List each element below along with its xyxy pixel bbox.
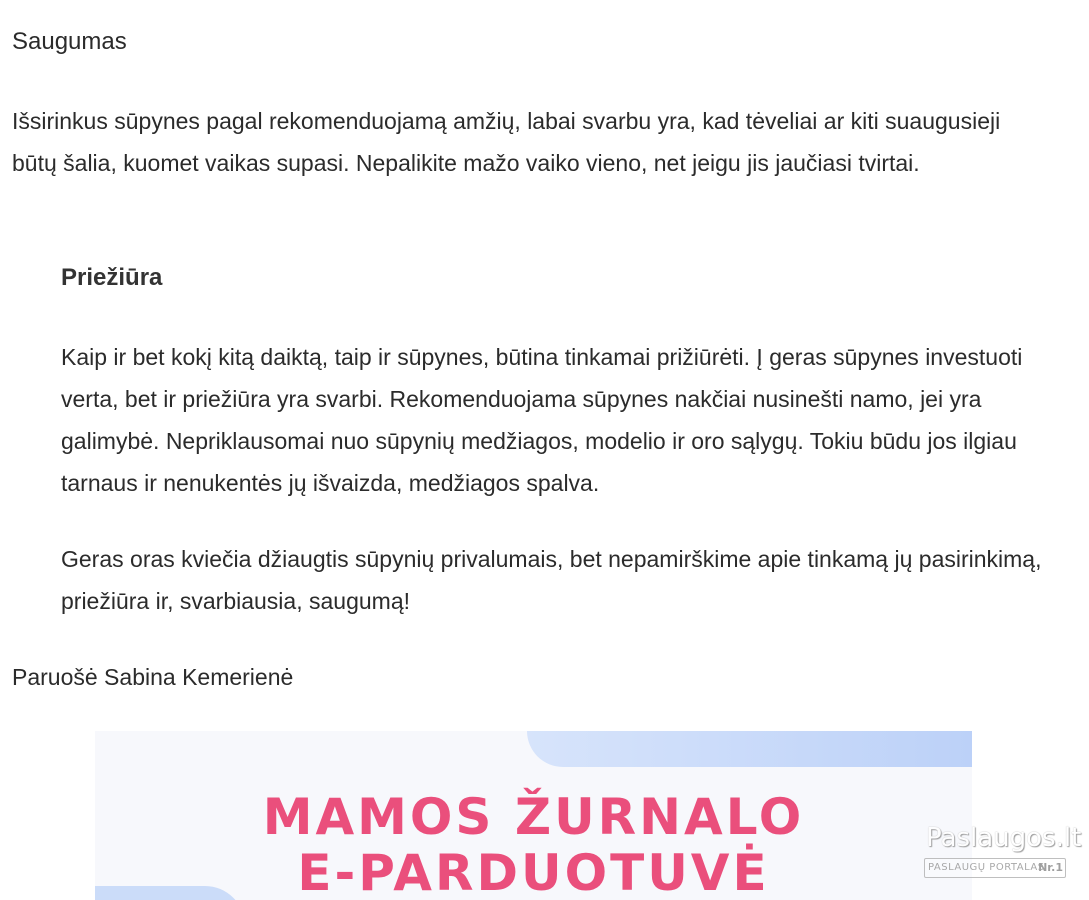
banner-title-line-1: MAMOS ŽURNALO xyxy=(262,788,805,846)
care-paragraph: Kaip ir bet kokį kitą daiktą, taip ir sūpynes, būtina tinkamai prižiūrėti. Į geras sūpynes investuoti verta, bet ir priežiūra yra svarbi. Rekomenduojama sūpynes nakčiai nusinešti namo, jei yra galimybė. Nepriklausomai nuo sūpynių medžiagos, modelio ir oro sąlygų. Tokiu būdu jos ilgiau tarnaus ir nenukentės jų išvaizda, medžiagos spalva. xyxy=(61,344,1023,496)
watermark-subtitle: PASLAUGŲ PORTALAS xyxy=(928,862,1045,873)
author-credit: Paruošė Sabina Kemerienė xyxy=(12,664,294,690)
banner-title-line-2: E-PARDUOTUVĖ xyxy=(297,844,770,900)
conclusion-paragraph: Geras oras kviečia džiaugtis sūpynių privalumais, bet nepamirškime apie tinkamą jų pasirinkimą, priežiūra ir, svarbiausia, saugumą! xyxy=(61,546,1042,614)
banner-decoration-top xyxy=(527,731,972,767)
watermark-badge: Nr.1 xyxy=(1038,861,1063,874)
section-heading-safety: Saugumas xyxy=(12,28,127,55)
watermark-logo xyxy=(924,822,1082,882)
safety-paragraph: Išsirinkus sūpynes pagal rekomenduojamą amžių, labai svarbu yra, kad tėveliai ar kiti suaugusieji būtų šalia, kuomet vaikas supasi. Nepalikite mažo vaiko vieno, net jeigu jis jaučiasi tvirtai. xyxy=(12,108,1001,176)
watermark-name: Paslaugos.lt xyxy=(926,823,1082,853)
shop-banner-image[interactable] xyxy=(95,731,972,900)
watermark-subtitle-box xyxy=(924,858,1066,878)
section-heading-care: Priežiūra xyxy=(61,264,163,291)
